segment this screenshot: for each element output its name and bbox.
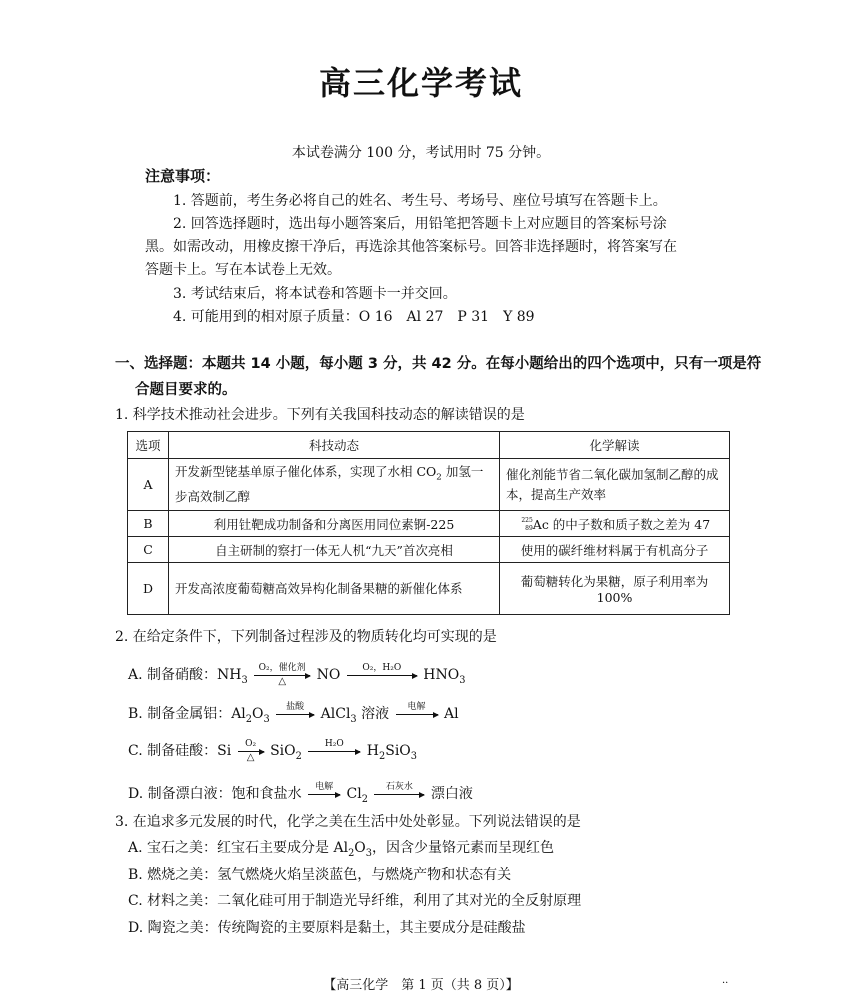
table-header-option: 选项	[128, 432, 169, 459]
section-heading-cont: 合题目要求的。	[135, 382, 237, 398]
q2-option-a: A. 制备硝酸：$NH_3$ O₂，催化剂 △ NO O₂，H₂O $HNO_3$	[128, 662, 466, 687]
arrow-condition: H₂O	[324, 738, 344, 749]
q1-table	[127, 431, 730, 615]
arrow-condition: 盐酸	[286, 701, 305, 712]
product: AlCl	[320, 706, 351, 722]
notice-line-3: 黑。如需改动，用橡皮擦干净后，再选涂其他答案标号。回答非选择题时，将答案写在	[145, 239, 677, 255]
option-text-cont: ，因含少量铬元素而呈现红色	[372, 840, 555, 856]
reaction-arrow	[396, 701, 438, 715]
table-header-tech: 科技动态	[169, 432, 500, 459]
arrow-condition-below: △	[278, 675, 287, 687]
notice-heading: 注意事项：	[145, 167, 221, 185]
row-option: C	[128, 537, 169, 563]
row-chem: 催化剂能节省二氧化碳加氢制乙醇的成本，提高生产效率	[500, 459, 730, 511]
notice-line-1: 1. 答题前，考生务必将自己的姓名、考生号、考场号、座位号填写在答题卡上。	[173, 193, 667, 209]
exam-info: 本试卷满分 100 分，考试用时 75 分钟。	[291, 145, 551, 161]
notice-line-5: 3. 考试结束后，将本试卷和答题卡一并交回。	[173, 286, 457, 302]
section-heading: 一、选择题：本题共 14 小题，每小题 3 分，共 42 分。在每小题给出的四个选项中，只有一项是符	[115, 356, 762, 372]
q3-option-a: A. 宝石之美：红宝石主要成分是 $Al_2O_3$，因含少量铬元素而呈现红色	[128, 840, 555, 859]
product: 漂白液	[430, 786, 473, 802]
arrow-condition: 石灰水	[385, 781, 413, 792]
row-tech-subscript: 2	[436, 472, 442, 483]
row-tech-text-cont: 加氢一步高效制乙醇	[175, 463, 484, 505]
product: SiO	[270, 743, 296, 759]
q3-option-c: C. 材料之美：二氧化硅可用于制造光导纤维，利用了其对光的全反射原理	[128, 893, 582, 909]
row-chem: 使用的碳纤维材料属于有机高分子	[500, 537, 730, 563]
table-row	[128, 459, 730, 511]
reaction-arrow	[238, 738, 264, 763]
row-tech	[169, 459, 500, 511]
q2-stem: 2. 在给定条件下，下列制备过程涉及的物质转化均可实现的是	[115, 629, 497, 645]
notice-line-6: 4. 可能用到的相对原子质量：O 16 Al 27 P 31 Y 89	[173, 309, 535, 325]
page-footer: 【高三化学 第 1 页（共 8 页）】	[323, 978, 519, 993]
arrow-condition: 电解	[315, 781, 334, 792]
reaction-arrow	[308, 781, 340, 795]
row-tech: 开发高浓度葡萄糖高效异构化制备果糖的新催化体系	[169, 563, 500, 615]
product: Cl	[346, 786, 362, 802]
q3-option-d: D. 陶瓷之美：传统陶瓷的主要原料是黏土，其主要成分是硅酸盐	[128, 920, 526, 936]
product: Al	[444, 706, 459, 722]
product-cont: SiO	[385, 743, 411, 759]
q2-option-d: D. 制备漂白液：饱和食盐水 电解 $Cl_2$ 石灰水 漂白液	[128, 781, 473, 805]
row-tech-text: 开发新型铑基单原子催化体系，实现了水相 CO	[175, 463, 437, 479]
isotope-notation	[519, 518, 533, 532]
row-option: A	[128, 459, 169, 511]
table-header-row	[128, 432, 730, 459]
table-header-chem: 化学解读	[500, 432, 730, 459]
arrow-condition: 电解	[407, 701, 426, 712]
q3-option-b: B. 燃烧之美：氢气燃烧火焰呈淡蓝色，与燃烧产物和状态有关	[128, 867, 512, 883]
atomic-number: 89	[525, 525, 533, 532]
q2-option-c: C. 制备硅酸：Si O₂ △ SiO$_2$ H₂O $H_2SiO_3$	[128, 738, 418, 763]
notice-line-4: 答题卡上。写在本试卷上无效。	[145, 262, 341, 278]
notice-line-2: 2. 回答选择题时，选出每小题答案后，用铅笔把答题卡上对应题目的答案标号涂	[173, 216, 667, 232]
arrow-condition: O₂，催化剂	[258, 662, 306, 673]
page-title: 高三化学考试	[318, 64, 523, 102]
option-c-label: C. 制备硅酸：Si	[128, 743, 232, 759]
product: H	[366, 743, 379, 759]
product: NO	[316, 667, 341, 683]
row-tech: 自主研制的察打一体无人机“九天”首次亮相	[169, 537, 500, 563]
table-row	[128, 563, 730, 615]
reaction-arrow	[254, 662, 310, 687]
row-chem: 葡萄糖转化为果糖，原子利用率为 100%	[500, 563, 730, 615]
option-a-label: A. 制备硝酸：NH	[128, 667, 242, 683]
q3-stem: 3. 在追求多元发展的时代，化学之美在生活中处处彰显。下列说法错误的是	[115, 814, 581, 830]
arrow-condition: O₂，H₂O	[362, 662, 402, 673]
corner-mark: ··	[722, 978, 729, 989]
option-text: A. 宝石之美：红宝石主要成分是 Al	[128, 840, 349, 856]
product-state: 溶液	[356, 706, 390, 722]
reaction-arrow	[347, 662, 417, 676]
option-d-label: D. 制备漂白液：饱和食盐水	[128, 786, 302, 802]
arrow-condition-below: △	[246, 751, 255, 763]
option-b-label: B. 制备金属铝：Al	[128, 706, 246, 722]
q2-option-b: B. 制备金属铝：$Al_2O_3$ 盐酸 AlCl$_3$ 溶液 电解 Al	[128, 701, 459, 725]
reaction-arrow	[308, 738, 360, 752]
row-option: D	[128, 563, 169, 615]
q1-stem: 1. 科学技术推动社会进步。下列有关我国科技动态的解读错误的是	[115, 407, 525, 423]
mass-number: 225	[521, 517, 533, 524]
row-chem-text: Ac 的中子数和质子数之差为 47	[532, 516, 711, 532]
table-row	[128, 511, 730, 537]
option-text-formula: O	[354, 840, 366, 856]
arrow-condition: O₂	[245, 738, 257, 749]
formula-part: O	[252, 706, 264, 722]
row-tech: 利用钍靶成功制备和分离医用同位素锕-225	[169, 511, 500, 537]
reaction-arrow	[276, 701, 314, 715]
product: HNO	[423, 667, 460, 683]
table-row	[128, 537, 730, 563]
row-chem	[500, 511, 730, 537]
reaction-arrow	[374, 781, 424, 795]
row-option: B	[128, 511, 169, 537]
